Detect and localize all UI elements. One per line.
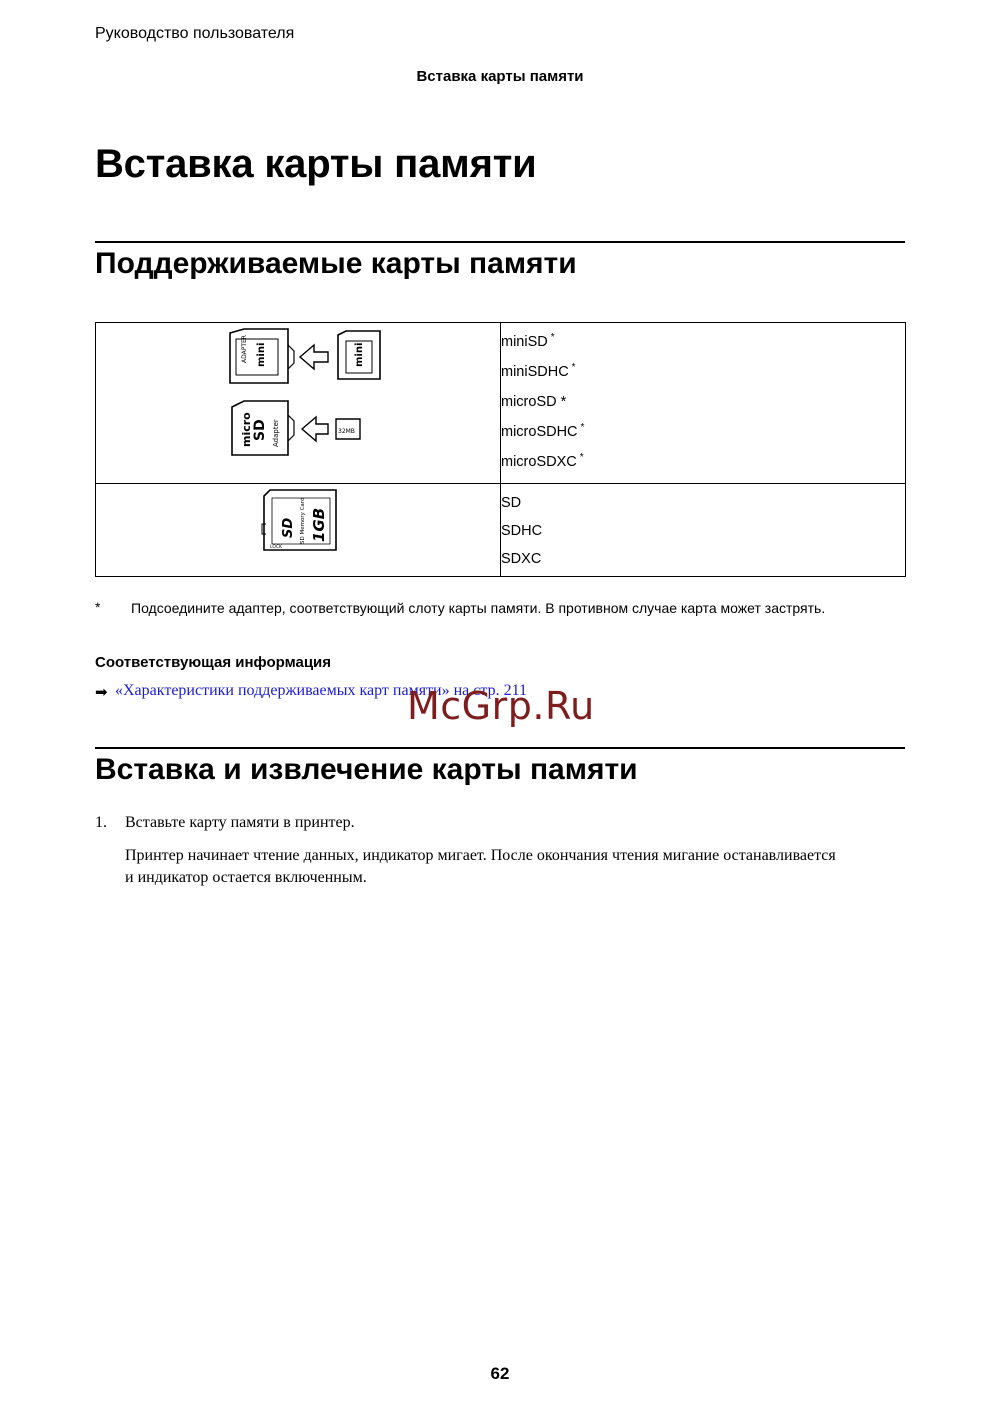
sd-card-list [501, 484, 906, 577]
heading-rule [95, 241, 905, 243]
card-type: SDXC [501, 551, 542, 567]
svg-text:ADAPTER: ADAPTER [241, 335, 248, 363]
heading-rule [95, 747, 905, 749]
step-description: Принтер начинает чтение данных, индикатор мигает. После окончания чтения мигание останавливается и индикатор остается включенным. [125, 847, 836, 886]
svg-text:1GB: 1GB [310, 507, 328, 542]
microsd-card-icon [336, 419, 360, 439]
arrow-left-icon [302, 417, 328, 441]
card-type: microSDHC * [501, 422, 585, 440]
card-type: miniSDHC * [501, 362, 576, 380]
sd-card-illustration [96, 484, 500, 576]
card-type: microSDXC * [501, 452, 584, 470]
table-row [96, 484, 906, 577]
svg-text:mini: mini [256, 342, 267, 367]
minisd-adapter-icon [230, 329, 294, 383]
mini-micro-illustration-cell [96, 323, 501, 484]
footnote-text: Подсоедините адаптер, соответствующий слоту карты памяти. В противном случае карта может застрять. [131, 600, 826, 616]
running-head: Руководство пользователя [95, 25, 295, 42]
supported-cards-heading: Поддерживаемые карты памяти [95, 247, 577, 280]
mini-micro-card-list [501, 323, 906, 484]
minisd-card-icon [338, 331, 380, 379]
svg-text:micro: micro [240, 412, 253, 447]
sd-card-icon [262, 490, 336, 550]
step-text: Вставьте карту памяти в принтер. [125, 814, 355, 831]
insert-remove-heading: Вставка и извлечение карты памяти [95, 753, 638, 786]
svg-text:SD: SD [281, 517, 296, 538]
footnote-mark: * [95, 599, 101, 615]
card-type: SD [501, 495, 522, 511]
card-type: SDHC [501, 523, 543, 539]
svg-text:SD Memory Card: SD Memory Card [300, 497, 306, 544]
watermark: McGrp.Ru [407, 684, 595, 728]
page-title: Вставка карты памяти [95, 142, 537, 186]
svg-text:LOCK: LOCK [270, 545, 282, 550]
mini-micro-sd-illustration [96, 323, 500, 483]
page-number: 62 [490, 1364, 510, 1383]
svg-text:mini: mini [354, 342, 365, 367]
related-info-link[interactable]: «Характеристики поддерживаемых карт памяти» на стр. 211 [115, 682, 527, 699]
section-header: Вставка карты памяти [416, 68, 584, 85]
svg-text:32MB: 32MB [338, 428, 355, 435]
arrow-left-icon [300, 345, 328, 369]
supported-cards-table [95, 322, 906, 577]
step-number: 1. [95, 814, 107, 831]
card-type: miniSD * [501, 332, 555, 350]
arrow-right-icon: ➡ [95, 684, 108, 701]
svg-text:Adapter: Adapter [272, 419, 280, 447]
table-row [96, 323, 906, 484]
svg-text:SD: SD [252, 419, 268, 441]
sd-illustration-cell [96, 484, 501, 577]
card-type: microSD * [501, 394, 567, 410]
related-info-title: Соответствующая информация [95, 654, 332, 671]
microsd-adapter-icon [232, 401, 294, 455]
